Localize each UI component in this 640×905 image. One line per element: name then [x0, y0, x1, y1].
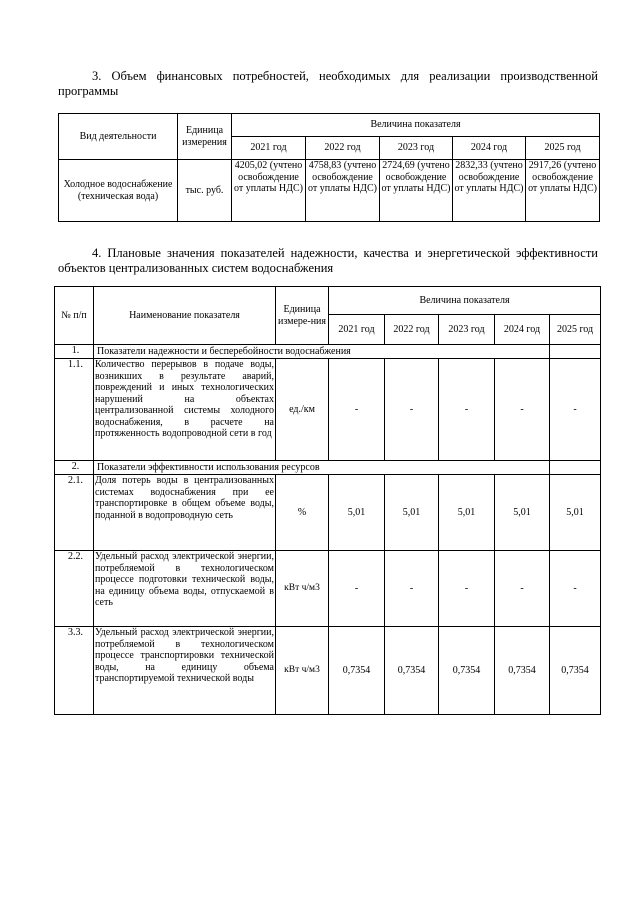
indicators-table	[54, 286, 601, 715]
value-cell: -	[329, 359, 385, 461]
financial-needs-table	[58, 113, 600, 222]
year-header: 2024 год	[495, 315, 550, 345]
col-value-header: Величина показателя	[232, 114, 600, 137]
col-activity-header: Вид деятельности	[59, 114, 178, 160]
empty-cell	[550, 461, 601, 475]
value-cell: 5,01	[550, 475, 601, 551]
year-header: 2021 год	[329, 315, 385, 345]
value-cell: -	[439, 359, 495, 461]
value-cell: 4758,83 (учтено освобождение от уплаты НДС)	[306, 160, 380, 222]
value-cell: 0,7354	[385, 627, 439, 715]
value-cell: 2832,33 (учтено освобождение от уплаты НДС)	[453, 160, 526, 222]
value-cell: -	[385, 551, 439, 627]
unit-cell: ед./км	[276, 359, 329, 461]
section-number: 2.	[55, 461, 94, 475]
value-cell: 2724,69 (учтено освобождение от уплаты НДС)	[380, 160, 453, 222]
year-header: 2022 год	[306, 137, 380, 160]
value-cell: 5,01	[495, 475, 550, 551]
value-cell: 0,7354	[329, 627, 385, 715]
value-cell: 0,7354	[550, 627, 601, 715]
value-cell: 5,01	[329, 475, 385, 551]
indicator-name: Удельный расход электрической энергии, потребляемой в технологическом процессе подготовки технической воды, на единицу объема воды, отпускаемой в сеть	[94, 551, 276, 627]
unit-cell: кВт ч/м3	[276, 551, 329, 627]
value-cell: 2917,26 (учтено освобождение от уплаты НДС)	[526, 160, 600, 222]
col-unit-header: Единица измерения	[178, 114, 232, 160]
indicator-name: Доля потерь воды в централизованных системах водоснабжения при ее транспортировке в общем объеме воды, поданной в водопроводную сеть	[94, 475, 276, 551]
value-cell: 5,01	[439, 475, 495, 551]
year-header: 2023 год	[439, 315, 495, 345]
value-cell: 0,7354	[439, 627, 495, 715]
value-cell: -	[550, 359, 601, 461]
value-cell: -	[550, 551, 601, 627]
unit-cell: тыс. руб.	[178, 160, 232, 222]
value-cell: -	[385, 359, 439, 461]
section-number: 1.	[55, 345, 94, 359]
section-title: Показатели эффективности использования ресурсов	[94, 461, 550, 475]
value-cell: -	[495, 359, 550, 461]
row-number: 3.3.	[55, 627, 94, 715]
year-header: 2023 год	[380, 137, 453, 160]
row-number: 1.1.	[55, 359, 94, 461]
year-header: 2025 год	[550, 315, 601, 345]
row-number: 2.1.	[55, 475, 94, 551]
value-cell: -	[495, 551, 550, 627]
section-4-heading: 4. Плановые значения показателей надежности, качества и энергетической эффективности объектов централизованных систем водоснабжения	[58, 246, 598, 275]
year-header: 2024 год	[453, 137, 526, 160]
section-3-heading: 3. Объем финансовых потребностей, необходимых для реализации производственной программы	[58, 69, 598, 98]
value-cell: 0,7354	[495, 627, 550, 715]
year-header: 2021 год	[232, 137, 306, 160]
empty-cell	[550, 345, 601, 359]
col-name-header: Наименование показателя	[94, 287, 276, 345]
row-number: 2.2.	[55, 551, 94, 627]
indicator-name: Удельный расход электрической энергии, потребляемой в технологическом процессе транспортировки технической воды, на единицу объема транспортируемой технической воды	[94, 627, 276, 715]
year-header: 2022 год	[385, 315, 439, 345]
section-title: Показатели надежности и бесперебойности водоснабжения	[94, 345, 550, 359]
col-value-header: Величина показателя	[329, 287, 601, 315]
col-unit-header: Единица измере-ния	[276, 287, 329, 345]
value-cell: -	[439, 551, 495, 627]
activity-cell: Холодное водоснабжение (техническая вода)	[59, 160, 178, 222]
year-header: 2025 год	[526, 137, 600, 160]
value-cell: -	[329, 551, 385, 627]
unit-cell: %	[276, 475, 329, 551]
unit-cell: кВт ч/м3	[276, 627, 329, 715]
value-cell: 5,01	[385, 475, 439, 551]
value-cell: 4205,02 (учтено освобождение от уплаты НДС)	[232, 160, 306, 222]
col-num-header: № п/п	[55, 287, 94, 345]
indicator-name: Количество перерывов в подаче воды, возникших в результате аварий, повреждений и иных технологических нарушений на объектах централизованной системы холодного водоснабжения, в расчете на протяженность водопроводной сети в год	[94, 359, 276, 461]
